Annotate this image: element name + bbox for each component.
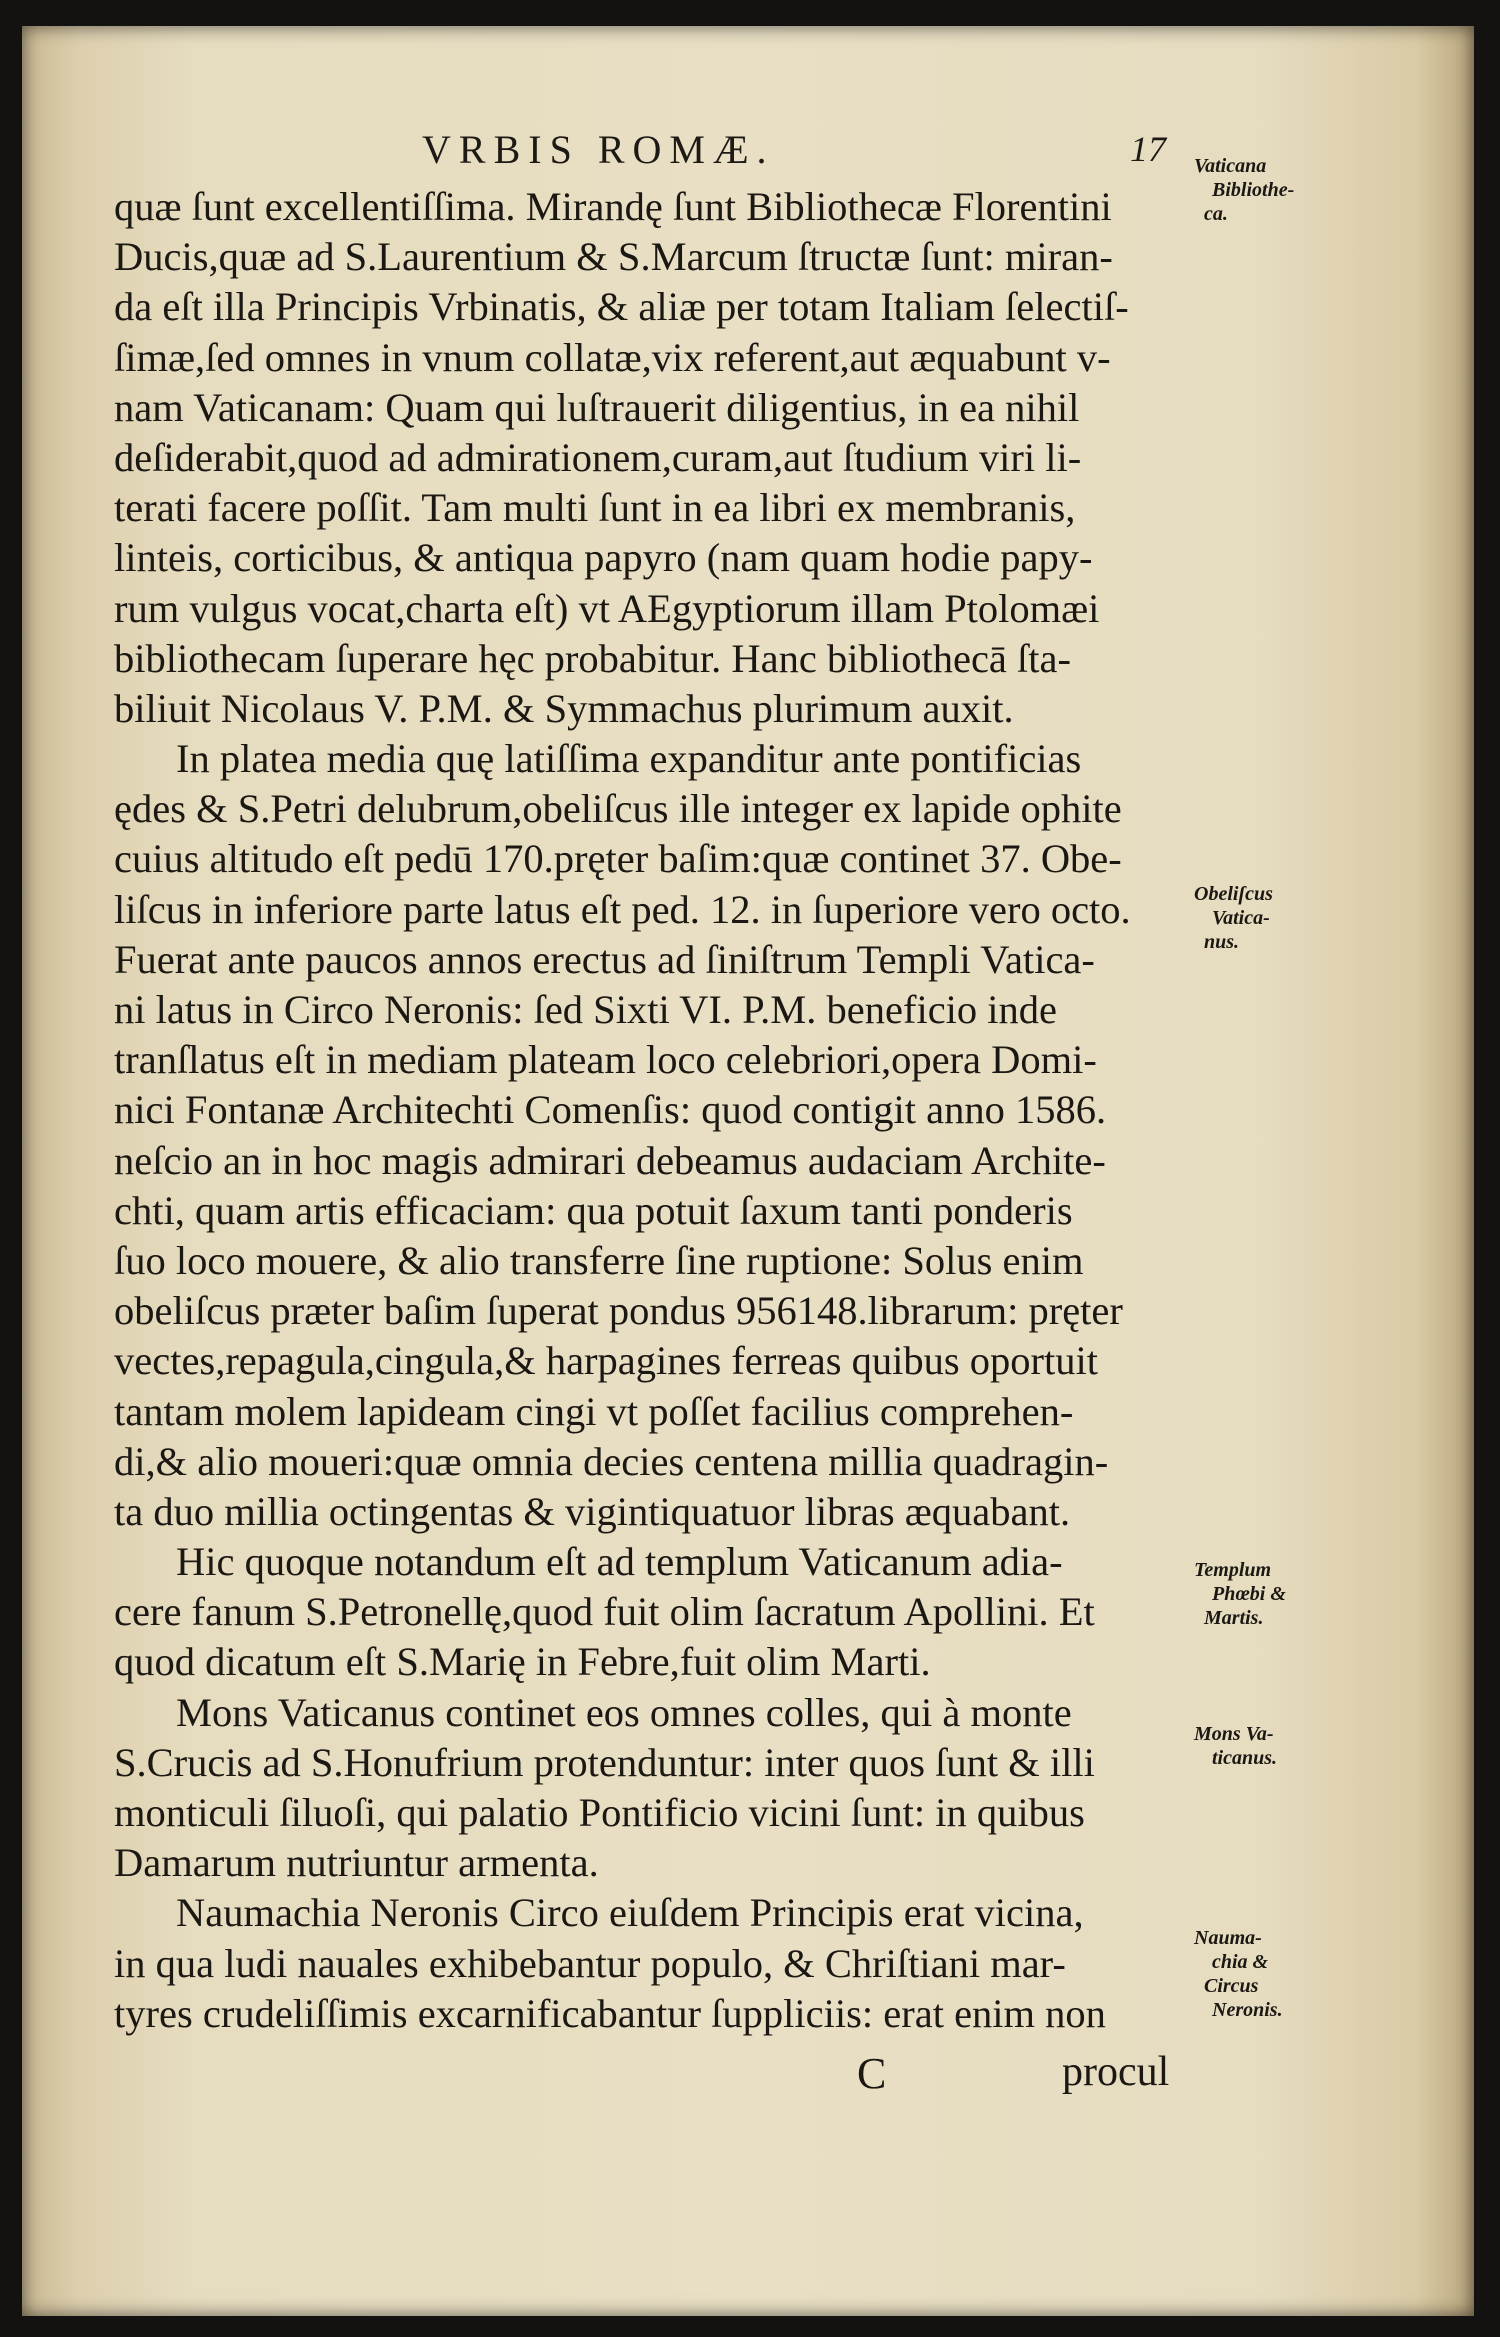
text-line: bibliothecam ſuperare hęc probabitur. Hanc bibliothecā ſta-: [114, 635, 1071, 681]
marginal-note-templum-phoebi-martis: [1194, 1558, 1304, 1630]
text-line: chti, quam artis efficaciam: qua potuit ſaxum tanti ponderis: [114, 1187, 1073, 1233]
text-line: ni latus in Circo Neronis: ſed Sixti VI. P.M. beneficio inde: [114, 987, 1058, 1032]
page-number: 17: [1130, 129, 1166, 169]
text-line: Naumachia Neronis Circo eiuſdem Principis erat vicina,: [176, 1890, 1084, 1936]
text-line: tantam molem lapideam cingi vt poſſet facilius comprehen-: [114, 1388, 1074, 1434]
text-line: obeliſcus præter baſim ſuperat pondus 956148.librarum: pręter: [114, 1288, 1123, 1334]
text-line: liſcus in inferiore parte latus eſt ped. 12. in ſuperiore vero octo.: [114, 886, 1131, 932]
text-line: In platea media quę latiſſima expanditur ante pontificias: [176, 736, 1082, 782]
marginal-note-mons-vaticanus: [1194, 1722, 1304, 1770]
marginal-note-vaticana-bibliotheca: [1194, 154, 1304, 226]
marginal-note-naumachia-circus-neronis: [1194, 1926, 1304, 2022]
signature-mark: C: [857, 2049, 887, 2098]
text-line: linteis, corticibus, & antiqua papyro (nam quam hodie papy-: [114, 535, 1093, 581]
marginal-note-line: ticanus.: [1212, 1747, 1278, 1769]
marginal-note-obeliscus-vaticanus: [1194, 882, 1304, 954]
marginal-note-line: Vatica-: [1212, 907, 1270, 929]
text-line: quod dicatum eſt S.Marię in Febre,fuit olim Marti.: [114, 1639, 931, 1685]
marginal-note-line: Neronis.: [1212, 1999, 1283, 2021]
catchword: procul: [1062, 2049, 1170, 2095]
text-line: ſimæ,ſed omnes in vnum collatæ,vix referent,aut æquabunt v-: [114, 334, 1111, 380]
text-line: ędes & S.Petri delubrum,obeliſcus ille integer ex lapide ophite: [114, 786, 1122, 832]
text-line: cuius altitudo eſt pedū 170.pręter baſim:quæ continet 37. Obe-: [114, 836, 1122, 882]
text-line: cere fanum S.Petronellę,quod fuit olim ſacratum Apollini. Et: [114, 1589, 1095, 1635]
text-line: ta duo millia octingentas & vigintiquatuor libras æquabant.: [114, 1488, 1071, 1534]
text-line: Hic quoque notandum eſt ad templum Vaticanum adia-: [176, 1539, 1063, 1585]
marginal-note-line: Bibliothe-: [1212, 179, 1295, 201]
marginal-note-line: chia &: [1212, 1951, 1269, 1973]
text-line: deſiderabit,quod ad admirationem,curam,aut ſtudium viri li-: [114, 434, 1082, 480]
text-line: tranſlatus eſt in mediam plateam loco celebriori,opera Domi-: [114, 1037, 1097, 1083]
marginal-note-line: Circus: [1204, 1975, 1259, 1997]
text-line: biliuit Nicolaus V. P.M. & Symmachus plurimum auxit.: [114, 685, 1014, 731]
text-line: neſcio an in hoc magis admirari debeamus audaciam Archite-: [114, 1137, 1106, 1183]
text-line: rum vulgus vocat,charta eſt) vt AEgyptiorum illam Ptolomæi: [114, 585, 1100, 631]
text-line: terati facere poſſit. Tam multi ſunt in ea libri ex membranis,: [114, 485, 1076, 531]
running-head: VRBIS ROMÆ.: [422, 127, 775, 172]
marginal-note-line: Obeliſcus: [1194, 883, 1273, 905]
text-line: tyres crudeliſſimis excarnificabantur ſuppliciis: erat enim non: [114, 1990, 1106, 2036]
text-line: nici Fontanæ Architechti Comenſis: quod contigit anno 1586.: [114, 1087, 1107, 1133]
text-line: monticuli ſiluoſi, qui palatio Pontificio vicini ſunt: in quibus: [114, 1790, 1085, 1835]
marginal-note-line: Mons Va-: [1194, 1723, 1274, 1745]
marginal-note-line: Phœbi &: [1212, 1583, 1286, 1605]
book-page: [22, 26, 1474, 2316]
text-block: [114, 182, 1204, 2039]
text-line: Damarum nutriuntur armenta.: [114, 1840, 599, 1886]
text-line: in qua ludi nauales exhibebantur populo, & Chriſtiani mar-: [114, 1940, 1066, 1986]
marginal-note-line: Templum: [1194, 1559, 1272, 1581]
text-line: nam Vaticanam: Quam qui luſtrauerit diligentius, in ea nihil: [114, 384, 1080, 430]
text-line: Fuerat ante paucos annos erectus ad ſiniſtrum Templi Vatica-: [114, 936, 1095, 982]
text-line: Ducis,quæ ad S.Laurentium & S.Marcum ſtructæ ſunt: miran-: [114, 234, 1113, 280]
text-line: Mons Vaticanus continet eos omnes colles, qui à monte: [176, 1689, 1072, 1735]
marginal-note-line: nus.: [1204, 931, 1240, 953]
text-line: da eſt illa Principis Vrbinatis, & aliæ per totam Italiam ſelectiſ-: [114, 284, 1129, 330]
marginal-note-line: Vaticana: [1194, 155, 1267, 177]
text-line: quæ ſunt excellentiſſima. Mirandę ſunt Bibliothecæ Florentini: [114, 184, 1112, 229]
text-line: di,& alio moueri:quæ omnia decies centena millia quadragin-: [114, 1438, 1109, 1484]
text-line: S.Crucis ad S.Honufrium protenduntur: inter quos ſunt & illi: [114, 1739, 1095, 1785]
text-line: vectes,repagula,cingula,& harpagines ferreas quibus oportuit: [114, 1338, 1099, 1384]
marginal-note-line: Nauma-: [1194, 1927, 1262, 1949]
marginal-note-line: Martis.: [1204, 1607, 1264, 1629]
marginal-note-line: ca.: [1204, 203, 1228, 225]
text-line: ſuo loco mouere, & alio transferre ſine ruptione: Solus enim: [114, 1237, 1084, 1283]
